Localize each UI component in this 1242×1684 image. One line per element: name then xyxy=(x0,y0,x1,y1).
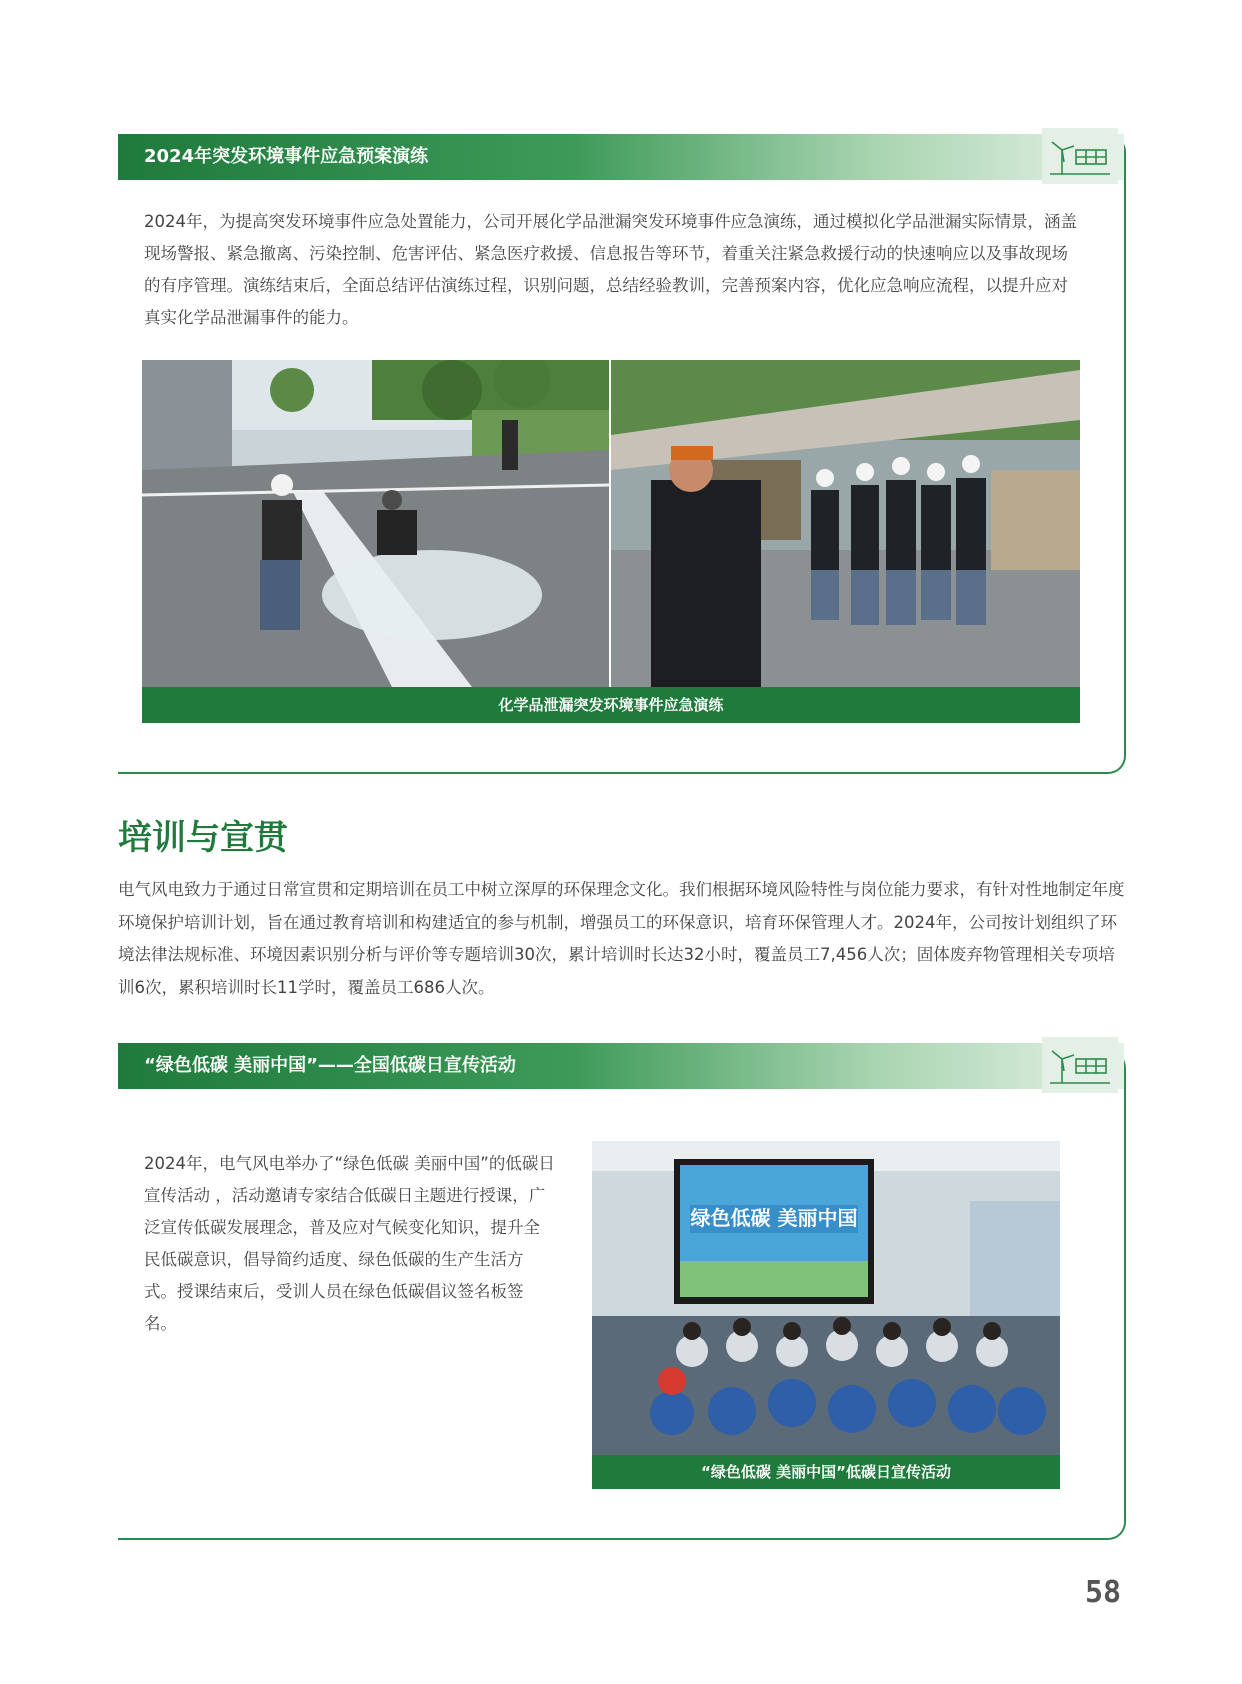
page-number: 58 xyxy=(1085,1575,1122,1610)
photo-spill-drill xyxy=(142,360,609,687)
section2-paragraph: 电气风电致力于通过日常宣贯和定期培训在员工中树立深厚的环保理念文化。我们根据环境风险特性与岗位能力要求，有针对性地制定年度环境保护培训计划，旨在通过教育培训和构建适宜的参与机制，增强员工的环保意识，培育环保管理人才。2024年，公司按计划组织了环境法律法规标准、环境因素识别分析与评价等专题培训30次，累计培训时长达32小时，覆盖员工7,456人次；固体废弃物管理相关专项培训6次，累积培训时长11学时，覆盖员工686人次。 xyxy=(118,880,1125,997)
section3-banner-title: “绿色低碳 美丽中国”——全国低碳日宣传活动 xyxy=(144,1055,516,1076)
section1-banner-title: 2024年突发环境事件应急预案演练 xyxy=(144,146,429,167)
photo-low-carbon-event xyxy=(592,1141,1060,1455)
photo-team-briefing xyxy=(611,360,1080,687)
wind-solar-icon xyxy=(1042,128,1118,184)
wind-solar-icon xyxy=(1042,1037,1118,1093)
section2-heading: 培训与宣贯 xyxy=(118,818,288,858)
section1-photo-caption: 化学品泄漏突发环境事件应急演练 xyxy=(142,687,1080,723)
section3-photo-caption: “绿色低碳 美丽中国”低碳日宣传活动 xyxy=(592,1455,1060,1489)
section1-paragraph: 2024年，为提高突发环境事件应急处置能力，公司开展化学品泄漏突发环境事件应急演练，通过模拟化学品泄漏实际情景，涵盖现场警报、紧急撤离、污染控制、危害评估、紧急医疗救援、信息报告等环节，着重关注紧急救援行动的快速响应以及事故现场的有序管理。演练结束后，全面总结评估演练过程，识别问题，总结经验教训，完善预案内容，优化应急响应流程，以提升应对真实化学品泄漏事件的能力。 xyxy=(144,212,1077,327)
section3-paragraph: 2024年，电气风电举办了“绿色低碳 美丽中国”的低碳日宣传活动 ，活动邀请专家结合低碳日主题进行授课，广泛宣传低碳发展理念，普及应对气候变化知识，提升全民低碳意识，倡导简约适度、绿色低碳的生产生活方式。授课结束后，受训人员在绿色低碳倡议签名板签名。 xyxy=(144,1154,555,1333)
screen-title-text: 绿色低碳 美丽中国 xyxy=(690,1206,858,1230)
section3-banner xyxy=(118,1043,1124,1089)
section1-banner xyxy=(118,134,1124,180)
